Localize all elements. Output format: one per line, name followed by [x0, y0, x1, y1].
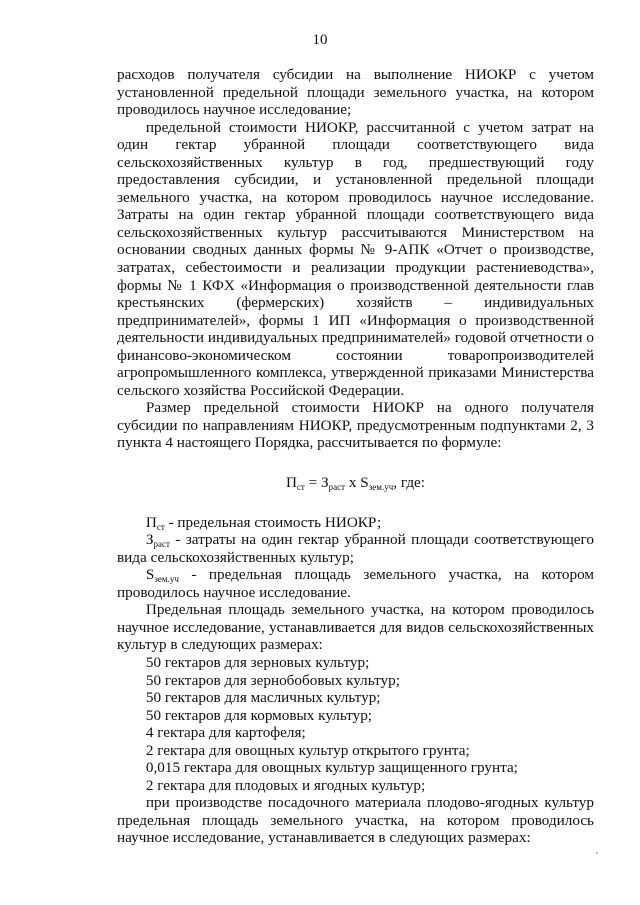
definition-symbol: S — [145, 566, 155, 584]
definition-text: - предельная стоимость НИОКР; — [164, 513, 382, 531]
definition-text: - предельная площадь земельного участка, на котором проводилось научное исследование. — [117, 566, 594, 601]
list-item: 4 гектара для картофеля; — [145, 724, 306, 742]
formula-tail: , где: — [393, 474, 426, 492]
formula-lhs-sub: ст — [296, 482, 305, 493]
area-intro: Предельная площадь земельного участка, на котором проводилось научное исследование, устанавливается для видов сельскохозяйственных культур в следующих размерах: — [117, 601, 594, 654]
list-item: 50 гектаров для кормовых культур; — [145, 706, 373, 724]
list-item: 50 гектаров для масличных культур; — [145, 689, 381, 707]
definition-szemuch — [117, 566, 594, 601]
formula-z: З — [321, 474, 329, 492]
list-item: 2 гектара для плодовых и ягодных культур; — [145, 776, 426, 794]
list-item: 50 гектаров для зернобобовых культур; — [145, 671, 400, 689]
list-item: 2 гектара для овощных культур открытого грунта; — [145, 741, 470, 759]
formula-s: S — [360, 474, 369, 492]
formula — [117, 474, 594, 492]
definition-zrast — [117, 531, 594, 566]
list-item: 0,015 гектара для овощных культур защищенного грунта; — [145, 759, 518, 777]
definition-text: - затраты на один гектар убранной площади соответствующего вида сельскохозяйственных культур; — [117, 531, 594, 566]
formula-z-sub: раст — [328, 482, 346, 493]
formula-eq: = — [304, 474, 322, 492]
definition-symbol: З — [145, 531, 154, 549]
formula-times: x — [345, 474, 361, 492]
formula-lhs: П — [285, 474, 297, 492]
list-item: 50 гектаров для зерновых культур; — [145, 653, 370, 671]
scan-speck — [596, 852, 598, 854]
paragraph-3: Размер предельной стоимости НИОКР на одного получателя субсидии по направлениям НИОКР, предусмотренным подпунктами 2, 3 пункта 4 настоящего Порядка, рассчитывается по формуле: — [117, 399, 594, 452]
final-paragraph: при производстве посадочного материала плодово-ягодных культур предельная площадь земельного участка, на котором проводилось научное исследование, устанавливается в следующих размерах: — [117, 794, 594, 847]
definition-symbol-sub: раст — [153, 539, 170, 550]
definition-symbol-sub: ст — [156, 521, 165, 532]
definition-symbol-sub: зем.уч — [154, 574, 179, 585]
document-body — [117, 66, 594, 847]
definition-symbol: П — [145, 513, 157, 531]
formula-s-sub: зем.уч — [368, 482, 394, 493]
paragraph-2: предельной стоимости НИОКР, рассчитанной с учетом затрат на один гектар убранной площади соответствующего вида сельскохозяйственных культур в год, предшествующий году предоставления субсидии, и установленной предельной площади земельного участка, на котором проводилось научное исследование. Затраты на один гектар убранной площади соответствующего вида сельскохозяйственных культур рассчитываются Министерством на основании сводных данных формы № 9-АПК «Отчет о производстве, затратах, себестоимости и реализации продукции растениеводства», формы № 1 КФХ «Информация о производственной деятельности глав крестьянских (фермерских) хозяйств – индивидуальных предпринимателей», формы 1 ИП «Информация о производственной деятельности индивидуальных предпринимателей» годовой отчетности о финансово-экономическом состоянии товаропроизводителей агропромышленного комплекса, утвержденной приказами Министерства сельского хозяйства Российской Федерации. — [117, 118, 594, 399]
paragraph-1: расходов получателя субсидии на выполнение НИОКР с учетом установленной предельной площади земельного участка, на котором проводилось научное исследование; — [117, 66, 594, 119]
page-number: 10 — [312, 32, 328, 48]
definition-pst — [117, 514, 594, 532]
